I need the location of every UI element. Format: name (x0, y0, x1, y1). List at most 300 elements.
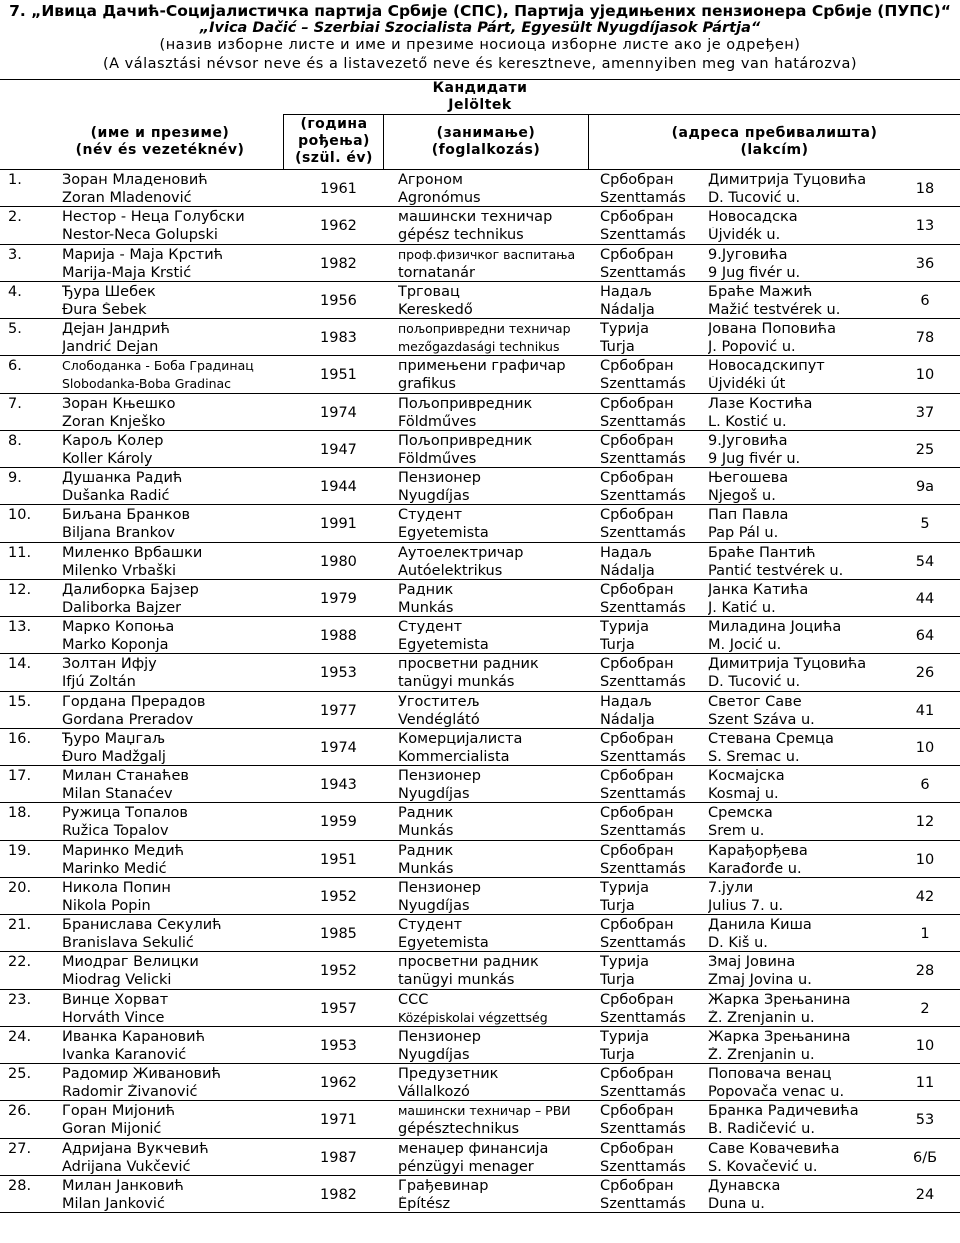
house-number: 78 (915, 330, 935, 346)
birth-year: 1959 (320, 814, 357, 831)
birth-year: 1962 (320, 218, 357, 235)
place-sr: Турија (600, 954, 649, 971)
address-sr: Лазе Костића (708, 395, 813, 412)
candidate-name-sr: Ђуро Маџгаљ (62, 730, 166, 747)
row-divider (0, 1138, 960, 1139)
place-sr: Србобран (600, 842, 674, 859)
place-hu: Szenttamás (600, 190, 686, 206)
occupation-sr: Комерцијалиста (398, 730, 523, 747)
row-divider (0, 281, 960, 282)
candidate-name-sr: Далиборка Бајзер (62, 581, 199, 598)
place-sr: Србобран (600, 805, 674, 822)
house-number: 10 (915, 739, 935, 756)
birth-year: 1953 (320, 665, 357, 682)
occupation-hu: Munkás (398, 599, 454, 616)
address-sr: Јована Поповића (708, 321, 836, 337)
row-divider (0, 1175, 960, 1176)
occupation-hu: mezőgazdasági technikus (398, 339, 560, 354)
candidate-name-hu: Milenko Vrbaški (62, 562, 176, 579)
house-number: 10 (915, 851, 935, 868)
table-row (0, 1102, 960, 1139)
occupation-hu: gépésztechnikus (398, 1121, 520, 1138)
candidate-name-sr: Ружица Топалов (62, 805, 188, 822)
candidate-name-sr: Маринко Медић (62, 842, 185, 859)
candidate-name-hu: Horváth Vince (62, 1009, 165, 1026)
row-divider (0, 579, 960, 580)
row-divider (0, 765, 960, 766)
candidate-name-sr: Карољ Колер (62, 432, 164, 449)
address-hu: D. Tucović u. (708, 190, 801, 206)
row-divider (0, 951, 960, 952)
occupation-hu: Egyetemista (398, 935, 489, 951)
place-hu: Szenttamás (600, 1009, 686, 1026)
candidate-name-sr: Гордана Прерадов (62, 693, 206, 710)
house-number: 44 (915, 590, 935, 607)
table-row (0, 618, 960, 655)
address-hu: Újvidék u. (708, 227, 781, 244)
occupation-sr: проф.физичког васпитања (398, 246, 576, 262)
address-hu: Szent Száva u. (708, 711, 815, 728)
occupation-hu: Vendéglátó (398, 711, 480, 728)
candidate-name-hu: Ifjú Zoltán (62, 674, 136, 691)
place-sr: Србобран (600, 358, 674, 375)
birth-year: 1956 (320, 292, 357, 309)
column-header-name-sr: (име и презиме) (90, 125, 230, 141)
occupation-hu: Egyetemista (398, 525, 489, 542)
address-hu: S. Kovačević u. (708, 1158, 818, 1175)
place-sr: Србобран (600, 730, 674, 747)
occupation-hu: Középiskolai végzettség (398, 1009, 548, 1025)
candidate-name-sr: Адријана Вукчевић (62, 1140, 209, 1157)
row-number: 23. (8, 991, 32, 1008)
candidate-name-hu: Đuro Madžgalj (62, 748, 166, 765)
place-hu: Szenttamás (600, 488, 686, 504)
table-row (0, 1065, 960, 1102)
address-sr: Новосадска (708, 209, 798, 226)
list-title: 7. „Ивица Дачић-Социјалистичка партија Србије (СПС), Партија уједињених пензионера Србије (ПУПС)“ (9, 2, 951, 20)
candidate-name-sr: Бранислава Секулић (62, 917, 222, 933)
table-row (0, 842, 960, 879)
candidate-name-sr: Нестор - Неца Голубски (62, 209, 245, 226)
occupation-hu: pénzügyi menager (398, 1158, 534, 1175)
candidate-name-sr: Миодраг Велицки (62, 954, 199, 971)
address-hu: Njegoš u. (708, 488, 776, 504)
row-number: 1. (8, 172, 22, 188)
column-header-address-sr: (адреса пребивалишта) (671, 125, 878, 141)
row-divider (0, 244, 960, 245)
row-number: 20. (8, 879, 32, 896)
place-hu: Turja (600, 1046, 635, 1063)
candidate-name-hu: Đura Šebek (62, 301, 147, 318)
occupation-sr: Пензионер (398, 879, 481, 896)
column-header-year-sr1: (година (300, 116, 368, 132)
candidate-name-sr: Милан Јанковић (62, 1177, 184, 1194)
occupation-sr: Радник (398, 581, 454, 598)
occupation-sr: просветни радник (398, 656, 539, 673)
birth-year: 1980 (320, 553, 357, 570)
occupation-sr: Студент (398, 507, 463, 524)
list-caption-hungarian: (A választási névsor neve és a listavezető neve és keresztneve, amennyiben meg van határozva) (102, 56, 858, 72)
table-row (0, 1177, 960, 1214)
birth-year: 1979 (320, 590, 357, 607)
row-number: 6. (8, 358, 22, 375)
row-number: 12. (8, 581, 32, 598)
place-sr: Србобран (600, 246, 674, 263)
table-row (0, 1028, 960, 1065)
row-number: 4. (8, 283, 22, 300)
candidate-name-sr: Марко Копоња (62, 619, 175, 635)
address-hu: Ž. Zrenjanin u. (708, 1009, 815, 1026)
row-divider (0, 542, 960, 543)
house-number: 18 (915, 181, 935, 197)
place-sr: Србобран (600, 395, 674, 412)
row-number: 8. (8, 432, 22, 449)
occupation-hu: Kommercialista (398, 748, 510, 765)
candidate-name-hu: Daliborka Bajzer (62, 599, 182, 616)
row-number: 21. (8, 917, 32, 933)
place-sr: Србобран (600, 432, 674, 449)
row-number: 3. (8, 246, 22, 263)
address-hu: J. Katić u. (708, 599, 776, 616)
table-row (0, 991, 960, 1028)
candidate-name-sr: Винце Хорват (62, 991, 169, 1008)
column-header-year-hu: (szül. év) (295, 150, 373, 166)
candidate-name-hu: Dušanka Radić (62, 488, 170, 504)
candidate-name-hu: Branislava Sekulić (62, 935, 194, 951)
address-sr: Саве Ковачевића (708, 1140, 840, 1157)
place-hu: Szenttamás (600, 450, 686, 467)
candidates-header-hu: Jelöltek (448, 97, 512, 113)
row-divider (0, 653, 960, 654)
candidate-name-sr: Ђура Шебек (62, 283, 156, 300)
birth-year: 1961 (320, 181, 357, 197)
house-number: 6 (920, 777, 930, 793)
column-header-name (40, 125, 280, 159)
occupation-hu: Földműves (398, 450, 477, 467)
place-hu: Szenttamás (600, 786, 686, 802)
place-hu: Szenttamás (600, 1084, 686, 1100)
occupation-hu: tanügyi munkás (398, 674, 515, 691)
birth-year: 1952 (320, 963, 357, 980)
address-sr: Јанка Катића (708, 581, 809, 598)
address-hu: 9 Jug fivér u. (708, 450, 801, 467)
candidates-header-sr: Кандидати (432, 80, 528, 96)
house-number: 42 (915, 888, 935, 905)
occupation-hu: Munkás (398, 823, 454, 840)
place-sr: Турија (600, 1028, 649, 1045)
occupation-hu: tanügyi munkás (398, 972, 515, 989)
birth-year: 1944 (320, 479, 357, 495)
birth-year: 1991 (320, 516, 357, 533)
list-caption-serbian: (назив изборне листе и име и презиме носиоца изборне листе ако је одређен) (159, 37, 801, 53)
address-hu: 9 Jug fivér u. (708, 264, 801, 281)
house-number: 6 (920, 292, 930, 309)
address-sr: Димитрија Туцовића (708, 172, 867, 188)
row-number: 16. (8, 730, 32, 747)
candidate-name-sr: Слободанка - Боба Градинац (62, 358, 254, 374)
address-hu: Ž. Zrenjanin u. (708, 1046, 815, 1063)
occupation-sr: Студент (398, 917, 463, 933)
address-hu: Julius 7. u. (708, 897, 784, 914)
candidate-name-sr: Душанка Радић (62, 470, 183, 486)
candidate-name-hu: Nestor-Neca Golupski (62, 227, 218, 244)
candidate-name-hu: Goran Mijonić (62, 1121, 162, 1138)
address-hu: Újvidéki út (708, 376, 786, 393)
place-hu: Turja (600, 637, 635, 653)
place-hu: Turja (600, 897, 635, 914)
birth-year: 1952 (320, 888, 357, 905)
house-number: 64 (915, 628, 935, 644)
table-row (0, 469, 960, 506)
column-header-occupation-hu: (foglalkozás) (431, 142, 541, 158)
row-number: 26. (8, 1103, 32, 1120)
address-sr: Новосадскипут (708, 358, 825, 375)
candidate-name-hu: Ivanka Karanović (62, 1046, 187, 1063)
table-row (0, 581, 960, 618)
address-sr: Змај Јовина (708, 954, 796, 971)
house-number: 26 (915, 665, 935, 682)
row-number: 22. (8, 954, 32, 971)
occupation-sr: машински техничар (398, 209, 553, 226)
place-sr: Србобран (600, 991, 674, 1008)
row-divider (0, 989, 960, 990)
table-row (0, 693, 960, 730)
birth-year: 1974 (320, 404, 357, 421)
house-number: 1 (920, 926, 930, 942)
place-hu: Szenttamás (600, 376, 686, 393)
place-sr: Србобран (600, 656, 674, 673)
house-number: 13 (915, 218, 935, 235)
occupation-hu: Egyetemista (398, 637, 489, 653)
row-divider (0, 393, 960, 394)
row-number: 2. (8, 209, 22, 226)
address-hu: D. Kiš u. (708, 935, 768, 951)
place-hu: Szenttamás (600, 935, 686, 951)
birth-year: 1982 (320, 255, 357, 272)
candidate-name-hu: Zoran Mladenović (62, 190, 192, 206)
occupation-hu: grafikus (398, 376, 456, 393)
address-sr: Дунавска (708, 1177, 781, 1194)
address-hu: Zmaj Jovina u. (708, 972, 812, 989)
occupation-sr: Грађевинар (398, 1177, 489, 1194)
candidate-name-hu: Marinko Medić (62, 860, 167, 877)
address-hu: Karađorđe u. (708, 860, 802, 877)
house-number: 41 (915, 702, 935, 719)
row-divider (0, 1212, 960, 1213)
occupation-sr: Угоститељ (398, 693, 480, 710)
address-sr: Стевана Сремца (708, 730, 834, 747)
candidate-name-hu: Slobodanka-Boba Gradinac (62, 376, 232, 392)
birth-year: 1987 (320, 1149, 357, 1166)
occupation-hu: Nyugdíjas (398, 488, 470, 504)
occupation-sr: Пензионер (398, 1028, 481, 1045)
candidate-name-hu: Marija-Maja Krstić (62, 264, 192, 281)
row-number: 24. (8, 1028, 32, 1045)
birth-year: 1974 (320, 739, 357, 756)
row-divider (0, 840, 960, 841)
row-divider (0, 504, 960, 505)
house-number: 11 (915, 1075, 935, 1091)
candidate-name-hu: Koller Károly (62, 450, 153, 467)
row-divider (0, 318, 960, 319)
candidate-name-sr: Биљана Бранков (62, 507, 191, 524)
column-header-address (589, 125, 960, 159)
address-sr: Пап Павла (708, 507, 789, 524)
occupation-sr: ССС (398, 991, 429, 1008)
row-number: 27. (8, 1140, 32, 1157)
address-sr: Космајска (708, 768, 785, 784)
row-divider (0, 430, 960, 431)
table-row (0, 357, 960, 394)
table-row (0, 395, 960, 432)
occupation-sr: Радник (398, 842, 454, 859)
candidate-name-hu: Adrijana Vukčević (62, 1158, 191, 1175)
address-hu: Duna u. (708, 1195, 765, 1212)
candidate-name-hu: Nikola Popin (62, 897, 151, 914)
place-hu: Szenttamás (600, 264, 686, 281)
candidate-name-sr: Иванка Карановић (62, 1028, 206, 1045)
row-number: 7. (8, 395, 22, 412)
place-hu: Nádalja (600, 301, 655, 318)
house-number: 12 (915, 814, 935, 831)
column-header-occupation-sr: (занимање) (436, 125, 536, 141)
house-number: 9a (915, 479, 935, 495)
table-row (0, 246, 960, 283)
house-number: 10 (915, 1037, 935, 1054)
row-divider (0, 728, 960, 729)
address-sr: 9.Југовића (708, 246, 788, 263)
candidate-name-hu: Miodrag Velicki (62, 972, 172, 989)
rule-candidates (283, 114, 960, 115)
address-hu: M. Jocić u. (708, 637, 782, 653)
candidate-name-hu: Marko Koponja (62, 637, 169, 653)
house-number: 6/Б (912, 1149, 938, 1166)
place-sr: Србобран (600, 1103, 674, 1120)
candidate-name-sr: Милан Станаћев (62, 768, 189, 784)
place-hu: Szenttamás (600, 748, 686, 765)
place-hu: Szenttamás (600, 525, 686, 542)
address-sr: Његошева (708, 470, 789, 486)
occupation-sr: машински техничар – РВИ (398, 1103, 571, 1119)
candidate-name-hu: Gordana Preradov (62, 711, 194, 728)
occupation-sr: Аутоелектричар (398, 544, 524, 561)
place-sr: Србобран (600, 768, 674, 784)
address-hu: B. Radičević u. (708, 1121, 815, 1138)
occupation-hu: Nyugdíjas (398, 897, 470, 914)
occupation-hu: gépész technikus (398, 227, 524, 244)
address-hu: Pap Pál u. (708, 525, 779, 542)
place-sr: Надаљ (600, 693, 652, 710)
occupation-sr: просветни радник (398, 954, 539, 971)
address-hu: L. Kostić u. (708, 413, 787, 430)
address-sr: Браће Мажић (708, 283, 813, 300)
birth-year: 1962 (320, 1075, 357, 1091)
place-sr: Турија (600, 879, 649, 896)
list-title-hungarian: „Ivica Dačić – Szerbiai Szocialista Párt, Egyesült Nyugdíjasok Pártja“ (199, 20, 761, 36)
candidate-name-hu: Zoran Knješko (62, 413, 166, 430)
candidate-name-hu: Ružica Topalov (62, 823, 169, 840)
occupation-sr: пољопривредни техничар (398, 321, 571, 336)
candidates-header (0, 80, 960, 114)
address-sr: Данила Киша (708, 917, 812, 933)
occupation-sr: Пензионер (398, 470, 481, 486)
house-number: 36 (915, 255, 935, 272)
table-row (0, 1140, 960, 1177)
occupation-sr: примењени графичар (398, 358, 566, 375)
address-sr: Жарка Зрењанина (708, 991, 851, 1008)
place-sr: Турија (600, 619, 649, 635)
candidate-name-sr: Горан Мијонић (62, 1103, 176, 1120)
table-row (0, 804, 960, 841)
address-sr: 7.јули (708, 879, 754, 896)
row-number: 18. (8, 805, 32, 822)
row-number: 17. (8, 768, 32, 784)
candidate-name-sr: Никола Попин (62, 879, 171, 896)
address-sr: Светог Саве (708, 693, 802, 710)
house-number: 24 (915, 1186, 935, 1203)
birth-year: 1982 (320, 1186, 357, 1203)
occupation-hu: Agronómus (398, 190, 481, 206)
address-hu: Popovača venac u. (708, 1084, 845, 1100)
table-row (0, 544, 960, 581)
place-hu: Szenttamás (600, 413, 686, 430)
address-sr: Димитрија Туцовића (708, 656, 867, 673)
address-sr: 9.Југовића (708, 432, 788, 449)
column-header-name-hu: (név és vezetéknév) (75, 142, 245, 158)
column-header-address-hu: (lakcím) (740, 142, 809, 158)
candidate-name-sr: Дејан Јандрић (62, 321, 170, 337)
row-number: 25. (8, 1066, 32, 1082)
birth-year: 1977 (320, 702, 357, 719)
address-sr: Сремска (708, 805, 773, 822)
place-sr: Србобран (600, 581, 674, 598)
table-row (0, 767, 960, 804)
column-header-occupation (384, 125, 588, 159)
place-sr: Надаљ (600, 283, 652, 300)
place-hu: Szenttamás (600, 1121, 686, 1138)
row-divider (0, 355, 960, 356)
candidate-name-sr: Миленко Врбашки (62, 544, 203, 561)
birth-year: 1957 (320, 1000, 357, 1017)
row-number: 13. (8, 619, 32, 635)
row-number: 11. (8, 544, 32, 561)
birth-year: 1951 (320, 851, 357, 868)
occupation-hu: Kereskedő (398, 301, 473, 318)
place-sr: Србобран (600, 172, 674, 188)
table-row (0, 283, 960, 320)
address-hu: D. Tucović u. (708, 674, 801, 691)
occupation-hu: Nyugdíjas (398, 786, 470, 802)
occupation-hu: Munkás (398, 860, 454, 877)
candidate-name-hu: Radomir Živanović (62, 1084, 198, 1100)
row-divider (0, 802, 960, 803)
row-divider (0, 206, 960, 207)
table-row (0, 432, 960, 469)
house-number: 37 (915, 404, 935, 421)
table-row (0, 655, 960, 692)
place-hu: Nádalja (600, 562, 655, 579)
house-number: 5 (920, 516, 930, 533)
table-row (0, 208, 960, 245)
place-sr: Турија (600, 321, 649, 337)
candidate-name-hu: Milan Janković (62, 1195, 165, 1212)
address-sr: Жарка Зрењанина (708, 1028, 851, 1045)
address-sr: Миладина Јоцића (708, 619, 842, 635)
address-sr: Бранка Радичевића (708, 1103, 859, 1120)
address-hu: Srem u. (708, 823, 765, 840)
address-hu: J. Popović u. (708, 339, 796, 355)
place-hu: Szenttamás (600, 823, 686, 840)
